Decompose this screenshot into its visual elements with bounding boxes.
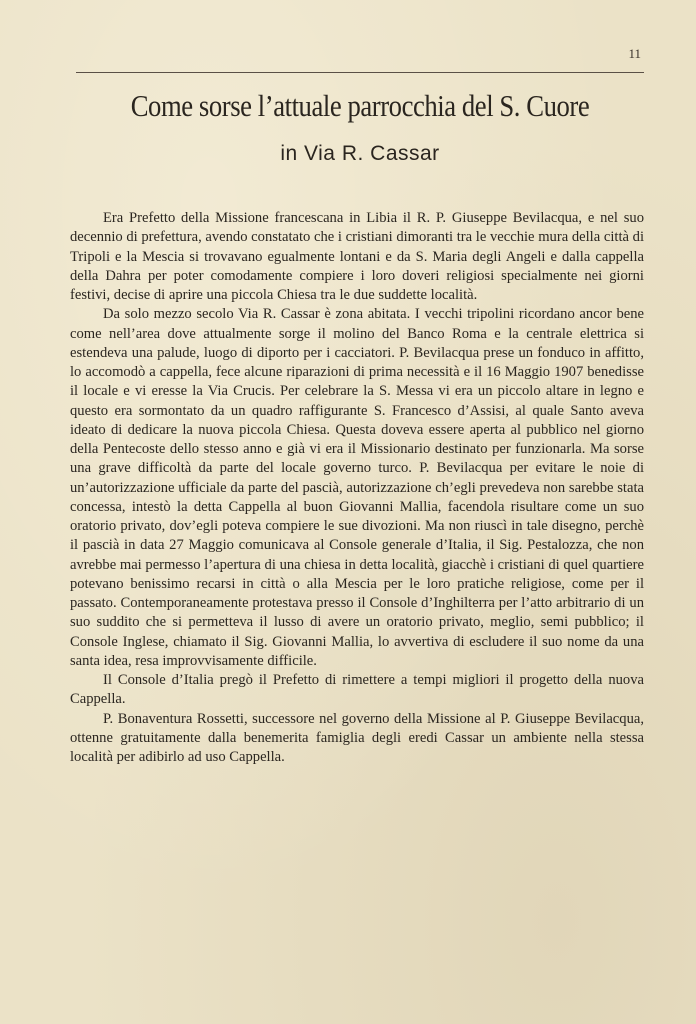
page-number: 11 xyxy=(628,46,641,61)
paragraph-3: Il Console d’Italia pregò il Prefetto di rimettere a tempi migliori il progetto della nuova Cappella. xyxy=(70,672,644,708)
paragraph-4: P. Bonaventura Rossetti, successore nel governo della Missione al P. Giuseppe Bevilacqua, ottenne gratuitamente dalla benemerita famiglia degli eredi Cassar un ambiente nella stessa località per adibirlo ad uso Cappella. xyxy=(70,710,644,765)
paragraph-1: Era Prefetto della Missione francescana in Libia il R. P. Giuseppe Bevilacqua, e nel suo decennio di prefettura, avendo constatato che i cristiani dimoranti tra le vecchie mura della città di Tripoli e la Mescia si trovavano egualmente lontani e da S. Maria degli Angeli e dalla cappella della Dahra per poter comodamente compiere i loro doveri religiosi specialmente nei giorni festivi, decise di aprire una piccola Chiesa tra le due suddette località. xyxy=(70,210,644,303)
article-title: Come sorse l’attuale parrocchia del S. Cuore xyxy=(130,88,590,123)
article-subtitle: in Via R. Cassar xyxy=(280,142,440,165)
paragraph-2: Da solo mezzo secolo Via R. Cassar è zona abitata. I vecchi tripolini ricordano ancor bene come nell’area dove attualmente sorge il molino del Banco Roma e la centrale elettrica si estendeva una palude, luogo di diporto per i cacciatori. P. Bevilacqua prese un fonduco in affitto, lo accomodò a cappella, fece alcune riparazioni di prima necessità e il 16 Maggio 1907 benedisse il locale e vi eresse la Via Crucis. Per celebrare la S. Messa vi era un piccolo altare in legno e questo era sormontato da un quadro raffigurante S. Francesco d’Assisi, al quale Santo aveva ideato di dedicare la nuova piccola Chiesa. Questa doveva essere aperta al pubblico nel giorno della Pentecoste dello stesso anno e già vi era il Missionario destinato per funzionarla. Ma sorse una grave difficoltà da parte del locale governo turco. P. Bevilacqua per evitare le noie di un’autorizzazione ufficiale da parte del pascià, autorizzazione ch’egli prevedeva non sarebbe stata concessa, intestò la detta Cappella al buon Giovanni Mallia, facendola risultare come un suo oratorio privato, dov’egli poteva compiere le sue divozioni. Ma non riuscì in tale disegno, perchè il pascià in data 27 Maggio comunicava al Console generale d’Italia, il Sig. Pestalozza, che non avrebbe mai permesso l’apertura di una chiesa in detta località, giacchè i cristiani di quel quartiere potevano benissimo recarsi in città o alla Mescia per le loro pratiche religiose, come per il passato. Contemporaneamente protestava presso il Console d’Inghilterra per l’atto arbitrario di un suo suddito che si permetteva il lusso di avere un oratorio privato, meglio, semi pubblico; il Console Inglese, chiamato il Sig. Giovanni Mallia, lo avvertiva di escludere il suo nome da una santa idea, resa improvvisamente difficile. xyxy=(70,306,644,669)
header-rule xyxy=(76,72,644,73)
article-body xyxy=(70,209,644,767)
